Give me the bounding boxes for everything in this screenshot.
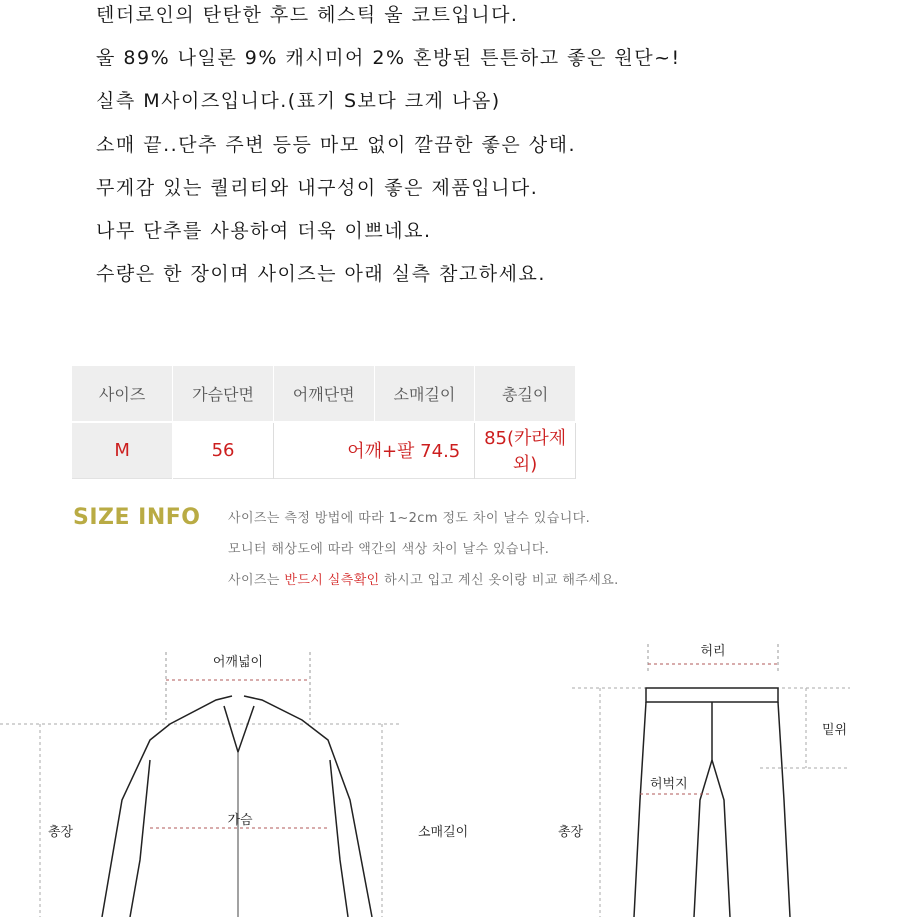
cell-total-length: 85(카라제외) <box>475 422 576 478</box>
cell-chest: 56 <box>173 422 274 478</box>
size-notes <box>228 504 908 597</box>
description-line: 수량은 한 장이며 사이즈는 아래 실측 참고하세요. <box>96 263 546 286</box>
description-line: 실측 M사이즈입니다.(표기 S보다 크게 나옴) <box>96 90 501 113</box>
note-check <box>228 566 908 597</box>
header-sleeve: 소매길이 <box>374 366 475 422</box>
shirt-diagram <box>0 652 468 917</box>
label-thigh: 허벅지 <box>650 777 688 792</box>
header-shoulder: 어깨단면 <box>273 366 374 422</box>
description-line: 나무 단추를 사용하여 더욱 이쁘네요. <box>96 219 432 242</box>
note-check-prefix: 사이즈는 <box>228 573 285 588</box>
note-check-highlight: 반드시 실측확인 <box>284 573 380 588</box>
description-line: 소매 끝..단추 주변 등등 마모 없이 깔끔한 좋은 상태. <box>96 133 577 156</box>
measurement-diagram <box>0 630 917 917</box>
header-chest: 가슴단면 <box>173 366 274 422</box>
header-size: 사이즈 <box>72 366 173 422</box>
cell-sleeve: 어깨+팔 74.5 <box>273 422 474 478</box>
label-sleeve-length: 소매길이 <box>418 825 469 840</box>
note-monitor: 모니터 해상도에 따라 액간의 색상 차이 날수 있습니다. <box>228 542 550 557</box>
size-info-title: SIZE INFO <box>73 505 201 530</box>
label-pants-total-length: 총장 <box>558 825 584 840</box>
header-total-length: 총길이 <box>475 366 576 422</box>
cell-size: M <box>72 422 173 478</box>
label-shirt-total-length: 총장 <box>48 825 74 840</box>
note-measurement: 사이즈는 측정 방법에 따라 1~2cm 정도 차이 날수 있습니다. <box>228 511 591 526</box>
table-header-row <box>72 366 576 422</box>
label-rise: 밑위 <box>822 723 848 738</box>
pants-diagram <box>558 643 850 917</box>
note-check-suffix: 하시고 입고 계신 옷이랑 비교 해주세요. <box>379 573 619 588</box>
label-waist: 허리 <box>700 644 726 659</box>
table-row <box>72 422 576 478</box>
product-description <box>96 0 896 296</box>
description-line: 무게감 있는 퀄리티와 내구성이 좋은 제품입니다. <box>96 176 539 199</box>
description-line: 울 89% 나일론 9% 캐시미어 2% 혼방된 튼튼하고 좋은 원단~! <box>96 47 681 70</box>
size-table <box>72 366 576 479</box>
description-line: 텐더로인의 탄탄한 후드 헤스틱 울 코트입니다. <box>96 4 519 26</box>
label-chest: 가슴 <box>227 813 253 828</box>
label-shoulder: 어깨넓이 <box>212 655 264 670</box>
